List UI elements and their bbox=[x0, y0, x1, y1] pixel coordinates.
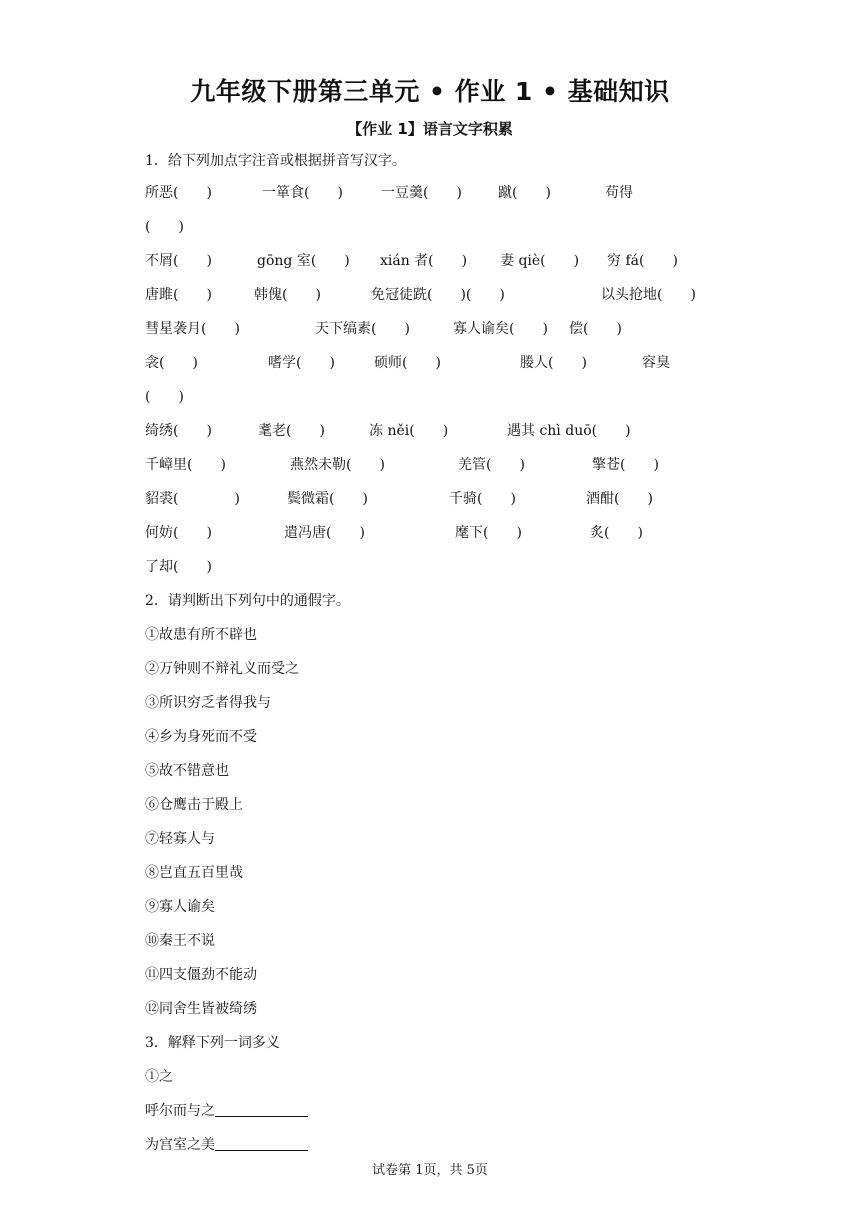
q1-item: 擎苍( ) bbox=[592, 457, 659, 473]
q1-row bbox=[145, 251, 745, 271]
q1-item: 貂裘( ) bbox=[145, 491, 240, 507]
q1-item: 韩傀( ) bbox=[254, 287, 321, 303]
q1-item: 一豆羹( ) bbox=[381, 185, 462, 201]
q2-item: ①故患有所不辟也 bbox=[145, 627, 257, 643]
q1-item: 了却( ) bbox=[145, 559, 212, 575]
q1-item: 千骑( ) bbox=[449, 491, 516, 507]
q1-item: 遣冯唐( ) bbox=[284, 525, 365, 541]
q1-item: 偿( ) bbox=[569, 321, 622, 337]
q1-item: 遇其 chì duō( ) bbox=[507, 423, 631, 439]
q2-item: ⑩秦王不说 bbox=[145, 933, 215, 949]
q3-prompt: 3．解释下列一词多义 bbox=[145, 1035, 280, 1051]
q1-item: 麾下( ) bbox=[455, 525, 522, 541]
q1-item: 容臭 bbox=[642, 355, 670, 371]
q1-item: 鬓微霜( ) bbox=[287, 491, 368, 507]
q1-row bbox=[145, 523, 745, 543]
q1-row bbox=[145, 489, 745, 509]
q1-row bbox=[145, 319, 745, 339]
q1-item: gōng 室( ) bbox=[257, 253, 350, 269]
q2-prompt: 2．请判断出下列句中的通假字。 bbox=[145, 593, 350, 609]
page-title: 九年级下册第三单元 • 作业 1 • 基础知识 bbox=[190, 77, 670, 106]
q2-item: ⑥仓鹰击于殿上 bbox=[145, 797, 243, 813]
q1-item: 衾( ) bbox=[145, 355, 198, 371]
q3-item bbox=[145, 1135, 308, 1155]
q1-item: 绮绣( ) bbox=[145, 423, 212, 439]
q3-item bbox=[145, 1101, 308, 1121]
q1-item: 寡人谕矣( ) bbox=[453, 321, 548, 337]
q2-item: ④乡为身死而不受 bbox=[145, 729, 257, 745]
q1-item: 唐雎( ) bbox=[145, 287, 212, 303]
q1-item: 硕师( ) bbox=[374, 355, 441, 371]
q1-item: xián 者( ) bbox=[380, 253, 468, 269]
q1-item: 以头抢地( ) bbox=[601, 287, 696, 303]
q1-item: 一箪食( ) bbox=[262, 185, 343, 201]
q1-row bbox=[145, 455, 745, 475]
answer-blank[interactable] bbox=[215, 1135, 308, 1151]
q1-item: 嗜学( ) bbox=[268, 355, 335, 371]
q1-item: ( ) bbox=[145, 219, 184, 235]
q2-item: ⑦轻寡人与 bbox=[145, 831, 215, 847]
q1-row bbox=[145, 285, 745, 305]
q1-item: ( ) bbox=[145, 389, 184, 405]
q2-item: ⑨寡人谕矣 bbox=[145, 899, 215, 915]
q1-item: 媵人( ) bbox=[520, 355, 587, 371]
q1-item: 不屑( ) bbox=[145, 253, 212, 269]
q1-item: 穷 fá( ) bbox=[607, 253, 678, 269]
q1-item: 炙( ) bbox=[590, 525, 643, 541]
q1-item: 羌管( ) bbox=[458, 457, 525, 473]
q1-item: 所恶( ) bbox=[145, 185, 212, 201]
q1-item: 何妨( ) bbox=[145, 525, 212, 541]
q2-item: ③所识穷乏者得我与 bbox=[145, 695, 271, 711]
q1-item: 苟得 bbox=[605, 185, 633, 201]
q1-item: 冻 něi( ) bbox=[369, 423, 449, 439]
q1-row bbox=[145, 421, 745, 441]
answer-blank[interactable] bbox=[215, 1101, 308, 1117]
section-title: 【作业 1】语言文字积累 bbox=[347, 120, 513, 138]
q1-item: 妻 qiè( ) bbox=[500, 253, 580, 269]
q3-item-text: 呼尔而与之 bbox=[145, 1103, 215, 1119]
q1-item: 耄老( ) bbox=[258, 423, 325, 439]
q3-item-text: 为宫室之美 bbox=[145, 1137, 215, 1153]
q1-item: 千嶂里( ) bbox=[145, 457, 226, 473]
q1-prompt: 1．给下列加点字注音或根据拼音写汉字。 bbox=[145, 153, 406, 169]
q2-item: ⑤故不错意也 bbox=[145, 763, 229, 779]
q2-item: ⑪四支僵劲不能动 bbox=[145, 967, 257, 983]
page-footer: 试卷第 1页，共 5页 bbox=[372, 1163, 488, 1178]
q1-item: 彗星袭月( ) bbox=[145, 321, 240, 337]
q2-item: ②万钟则不辩礼义而受之 bbox=[145, 661, 299, 677]
q1-item: 酒酣( ) bbox=[586, 491, 653, 507]
q3-subheading: ①之 bbox=[145, 1069, 173, 1085]
q2-item: ⑧岂直五百里哉 bbox=[145, 865, 243, 881]
q1-item: 蹴( ) bbox=[498, 185, 551, 201]
q1-row bbox=[145, 183, 745, 203]
q1-item: 免冠徒跣( )( ) bbox=[371, 287, 505, 303]
q2-item: ⑫同舍生皆被绮绣 bbox=[145, 1001, 257, 1017]
q1-item: 燕然未勒( ) bbox=[290, 457, 385, 473]
q1-item: 天下缟素( ) bbox=[315, 321, 410, 337]
q1-row bbox=[145, 353, 745, 373]
